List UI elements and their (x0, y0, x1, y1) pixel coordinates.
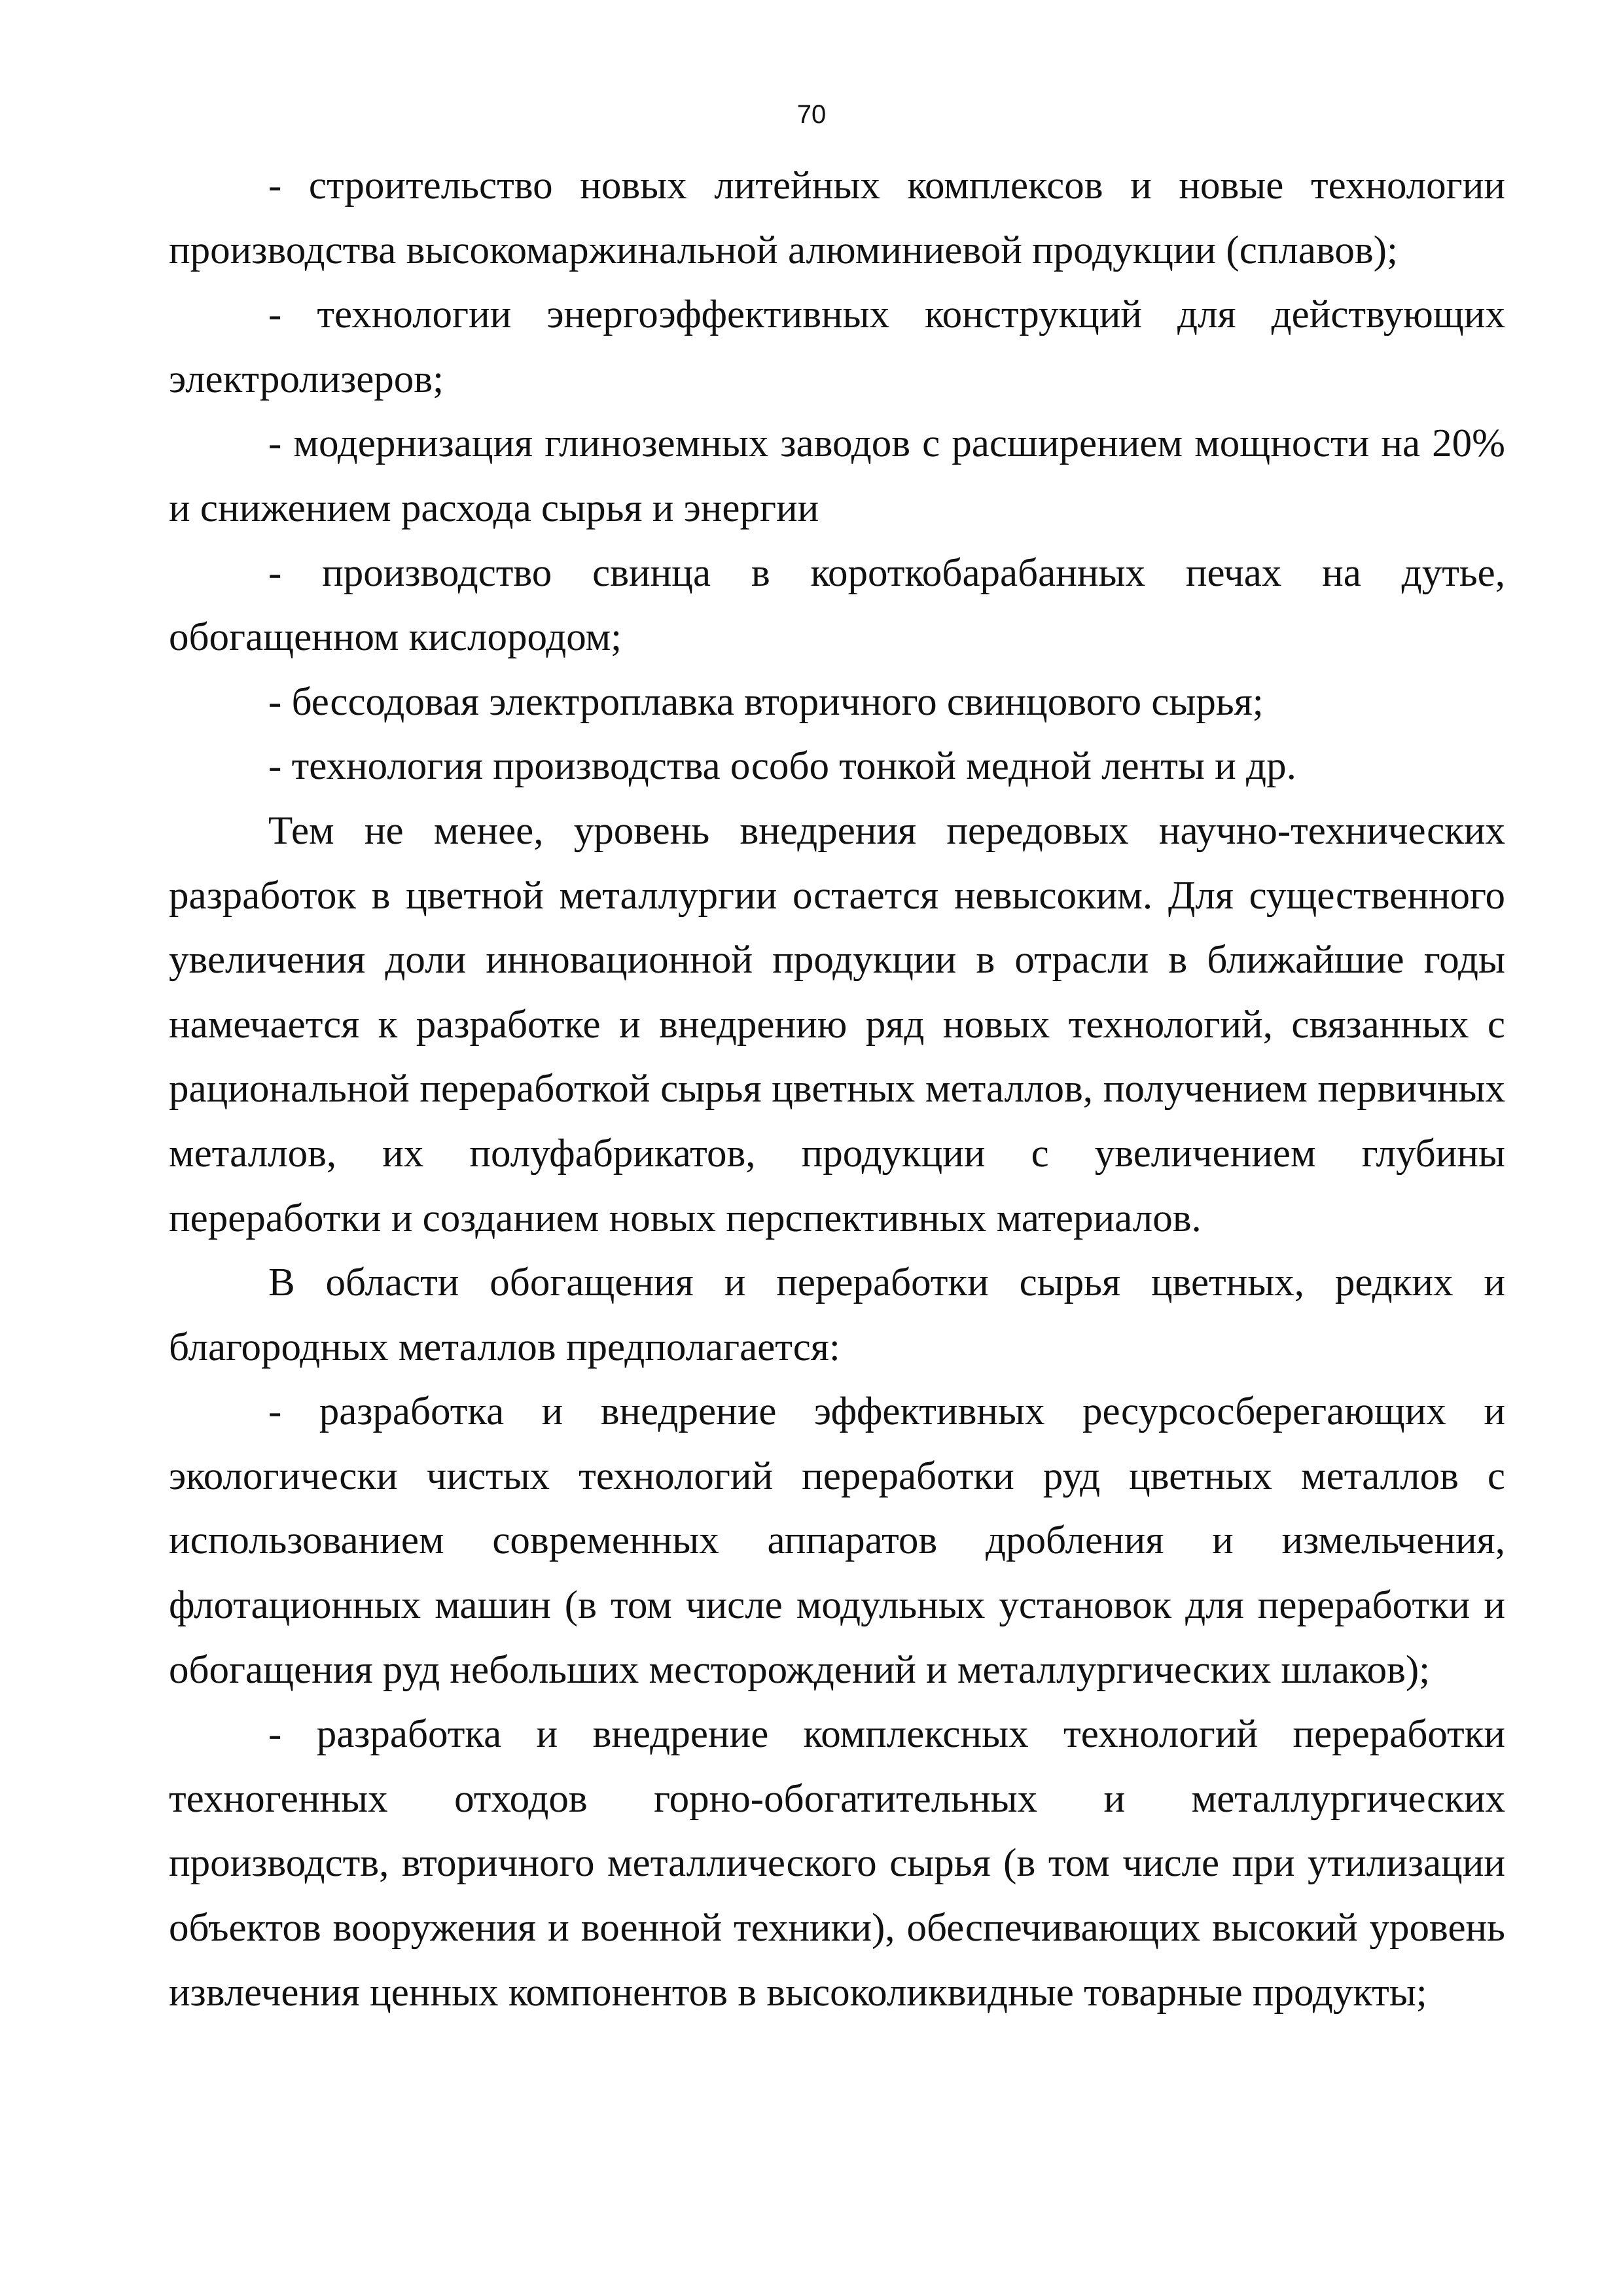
list-item-thin-copper-strip: - технология производства особо тонкой медной ленты и др. (268, 744, 1296, 789)
paragraph-innovation-level: Тем не менее, уровень внедрения передовых научно-технических разработок в цветной металлургии остается невысоким. Для существенного увеличения доли инновационной продукции в отрасли в ближайшие годы намечается к разработке и внедрению ряд новых технологий, связанных с рациональной переработкой сырья цветных металлов, получением первичных металлов, их полуфабрикатов, продукции с увеличением глубины переработки и созданием новых перспективных материалов. (169, 808, 1505, 1240)
list-item-casting-complexes: - строительство новых литейных комплексов и новые технологии производства высокомаржинальной алюминиевой продукции (сплавов); (169, 164, 1505, 272)
list-item-sodaless-electrosmelting: - бессодовая электроплавка вторичного свинцового сырья; (268, 679, 1264, 724)
list-item-ore-processing-technologies: - разработка и внедрение эффективных ресурсосберегающих и экологически чистых технологий переработки руд цветных металлов с использованием современных аппаратов дробления и измельчения, флотационных машин (в том числе модульных установок для переработки и обогащения руд небольших месторождений и металлургических шлаков); (169, 1390, 1505, 1692)
list-item-waste-recycling-technologies: - разработка и внедрение комплексных технологий переработки техногенных отходов горно-обогатительных и металлургических производств, вторичного металлического сырья (в том числе при утилизации объектов вооружения и военной техники), обеспечивающих высокий уровень извлечения ценных компонентов в высоколиквидные товарные продукты; (169, 1712, 1505, 2015)
list-item-energy-efficient-electrolyzers: - технологии энергоэффективных конструкций для действующих электролизеров; (169, 293, 1505, 401)
list-item-lead-production: - производство свинца в короткобарабанных печах на дутье, обогащенном кислородом; (169, 550, 1505, 660)
document-body (169, 154, 1505, 2025)
list-item-alumina-plants-modernization: - модернизация глиноземных заводов с расширением мощности на 20% и снижением расхода сырья и энергии (169, 422, 1505, 530)
paragraph-ore-processing-intro: В области обогащения и переработки сырья цветных, редких и благородных металлов предполагается: (169, 1261, 1505, 1369)
page-number: 70 (796, 100, 827, 129)
